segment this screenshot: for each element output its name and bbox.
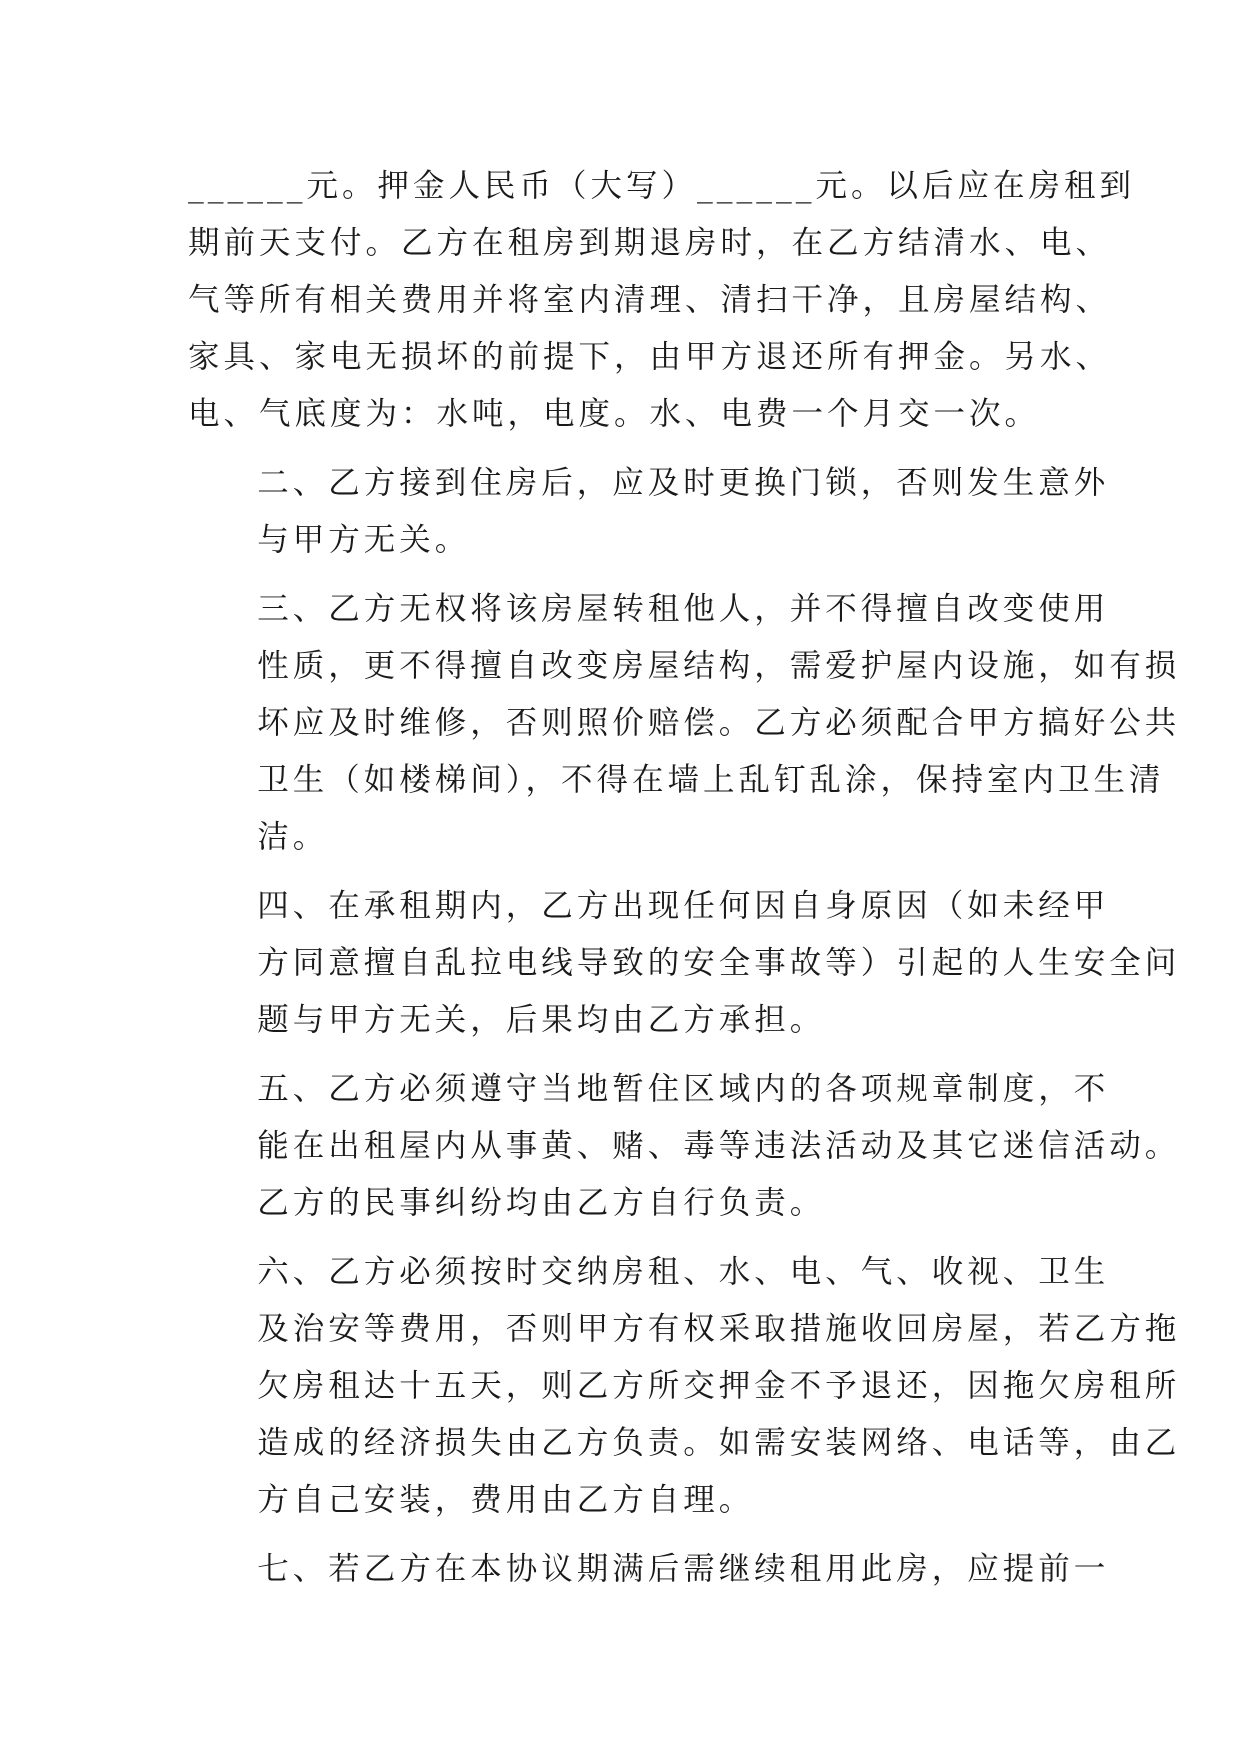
paragraph-deposit-terms (188, 158, 1136, 443)
text-line: 与甲方无关。 (257, 522, 471, 558)
text-line: 气等所有相关费用并将室内清理、清扫干净，且房屋结构、 (188, 282, 1112, 318)
text-line: 三、乙方无权将该房屋转租他人，并不得擅自改变使用 (257, 591, 1110, 627)
text-line: 电、气底度为：水吨，电度。水、电费一个月交一次。 (188, 396, 1041, 432)
text-line: 欠房租达十五天，则乙方所交押金不予退还，因拖欠房租所 (257, 1368, 1181, 1404)
text-line: 期前天支付。乙方在租房到期退房时，在乙方结清水、电、 (188, 225, 1112, 261)
document-page (188, 158, 1181, 1598)
text-line: 性质，更不得擅自改变房屋结构，需爱护屋内设施，如有损 (257, 648, 1181, 684)
text-line: 坏应及时维修，否则照价赔偿。乙方必须配合甲方搞好公共 (257, 705, 1181, 741)
text-line: 方同意擅自乱拉电线导致的安全事故等）引起的人生安全问 (257, 945, 1181, 981)
text-line: ______元。押金人民币（大写）______元。以后应在房租到 (188, 168, 1136, 204)
text-line: 四、在承租期内，乙方出现任何因自身原因（如未经甲 (257, 888, 1110, 924)
text-line: 洁。 (257, 819, 329, 855)
text-line: 及治安等费用，否则甲方有权采取措施收回房屋，若乙方拖 (257, 1311, 1181, 1347)
clause-2-lock-change (188, 455, 1110, 569)
text-line: 六、乙方必须按时交纳房租、水、电、气、收视、卫生 (257, 1254, 1110, 1290)
text-line: 二、乙方接到住房后，应及时更换门锁，否则发生意外 (257, 465, 1110, 501)
text-line: 乙方的民事纠纷均由乙方自行负责。 (257, 1185, 826, 1221)
text-line: 能在出租屋内从事黄、赌、毒等违法活动及其它迷信活动。 (257, 1128, 1181, 1164)
clause-3-sublet-and-maintenance (188, 581, 1181, 866)
clause-7-renewal (188, 1541, 1110, 1598)
clause-5-local-regulations (188, 1061, 1181, 1232)
text-line: 造成的经济损失由乙方负责。如需安装网络、电话等，由乙 (257, 1425, 1181, 1461)
text-line: 七、若乙方在本协议期满后需继续租用此房，应提前一 (257, 1551, 1110, 1587)
clause-4-safety-liability (188, 878, 1181, 1049)
text-line: 五、乙方必须遵守当地暂住区域内的各项规章制度，不 (257, 1071, 1110, 1107)
clause-6-payment-obligations (188, 1244, 1181, 1529)
text-line: 卫生（如楼梯间），不得在墙上乱钉乱涂，保持室内卫生清 (257, 762, 1165, 798)
text-line: 方自己安装，费用由乙方自理。 (257, 1482, 755, 1518)
text-line: 题与甲方无关，后果均由乙方承担。 (257, 1002, 826, 1038)
text-line: 家具、家电无损坏的前提下，由甲方退还所有押金。另水、 (188, 339, 1112, 375)
